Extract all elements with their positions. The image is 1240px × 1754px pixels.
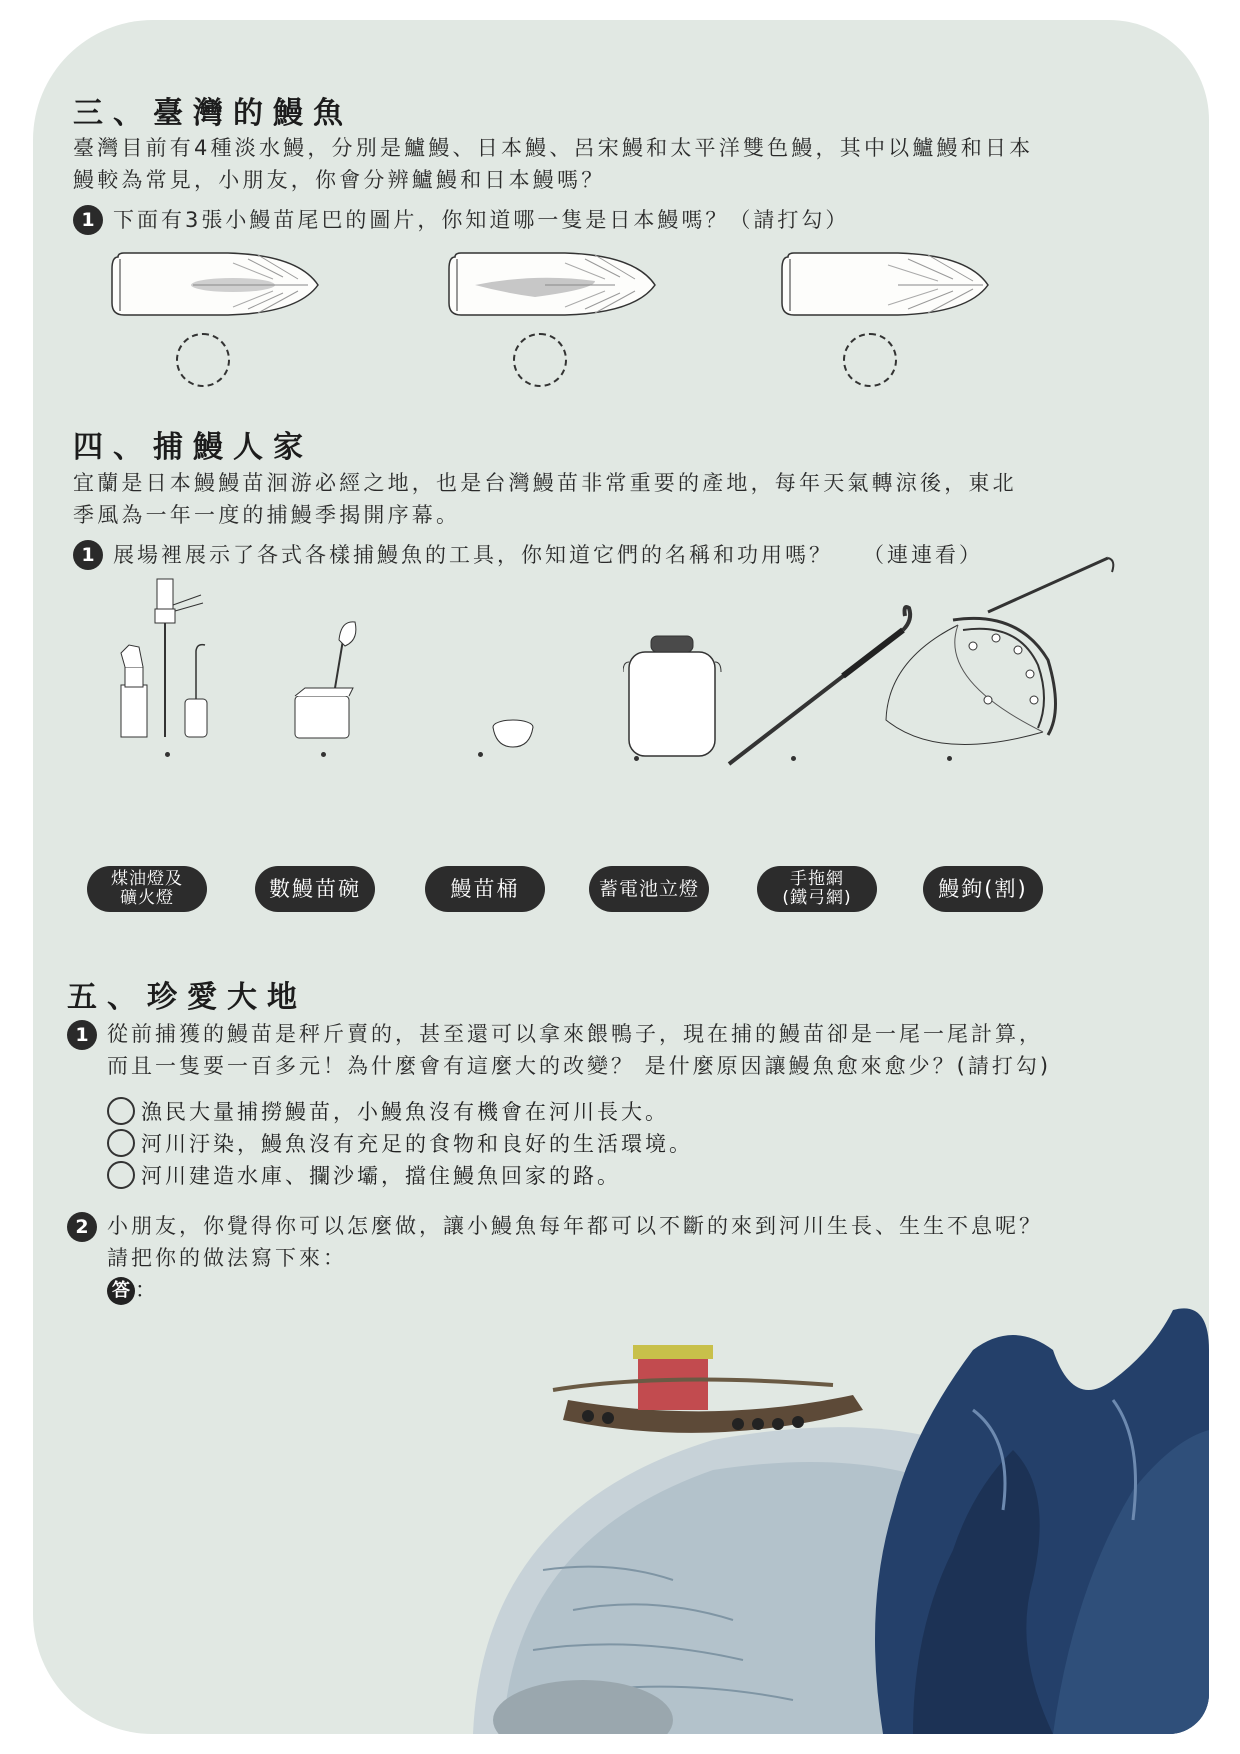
tool-label-hand-net[interactable] [757, 866, 877, 912]
connect-dot-tool-2[interactable] [321, 752, 326, 757]
option-checkbox-3[interactable] [107, 1161, 135, 1189]
section3-intro-line2: 鰻較為常見，小朋友，你會分辨鱸鰻和日本鰻嗎？ [73, 168, 606, 192]
tool-label-eel-bucket-text: 鰻苗桶 [450, 877, 520, 901]
answer-checkbox-tail-3[interactable] [843, 333, 897, 387]
answer-colon: ： [135, 1278, 156, 1302]
tool-label-hand-net-line1: 手拖網 [789, 869, 844, 889]
tool-label-kerosene-lamp-line1: 煤油燈及 [111, 869, 183, 889]
section5-q2 [107, 1210, 1197, 1274]
kerosene-lamp-image [113, 575, 233, 760]
tool-label-battery-lamp-text: 蓄電池立燈 [598, 877, 699, 900]
option-row-3[interactable] [107, 1159, 621, 1191]
option-checkbox-1[interactable] [107, 1097, 135, 1125]
eel-tail-image-2 [445, 245, 660, 325]
connect-dot-tool-5[interactable] [791, 756, 796, 761]
section4-q1-text: 展場裡展示了各式各樣捕鰻魚的工具，你知道它們的名稱和功用嗎？ [113, 543, 833, 567]
section4-q1-number: 1 [73, 540, 103, 570]
tool-label-kerosene-lamp[interactable] [87, 866, 207, 912]
worksheet-card [33, 20, 1209, 1734]
answer-checkbox-tail-1[interactable] [176, 333, 230, 387]
tool-label-counting-bowl-text: 數鰻苗碗 [269, 877, 361, 901]
answer-checkbox-tail-2[interactable] [513, 333, 567, 387]
tool-label-eel-bucket[interactable] [425, 866, 545, 912]
section5-q1-number: 1 [67, 1020, 97, 1050]
battery-lamp-image [283, 610, 393, 760]
section5-q2-number: 2 [67, 1212, 97, 1242]
eel-tail-image-3 [778, 245, 993, 325]
tool-label-kerosene-lamp-line2: 礦火燈 [120, 888, 174, 908]
section4-intro-line2: 季風為一年一度的捕鰻季揭開序幕。 [73, 503, 461, 527]
connect-dot-tool-3[interactable] [478, 752, 483, 757]
section5-q1-line2: 而且一隻要一百多元！為什麼會有這麼大的改變？ 是什麼原因讓鰻魚愈來愈少？(請打勾) [107, 1054, 1052, 1078]
option-text-2: 河川汙染，鰻魚沒有充足的食物和良好的生活環境。 [141, 1132, 693, 1156]
connect-dot-tool-6[interactable] [947, 756, 952, 761]
option-row-1[interactable] [107, 1095, 669, 1127]
connect-dot-tool-1[interactable] [165, 752, 170, 757]
tool-label-eel-hook[interactable] [923, 866, 1043, 912]
section3-q1-text: 下面有3張小鰻苗尾巴的圖片，你知道哪一隻是日本鰻嗎？（請打勾） [113, 208, 850, 232]
tool-label-battery-lamp[interactable] [589, 866, 709, 912]
section4-intro [73, 467, 1183, 531]
section5-q1 [107, 1018, 1197, 1082]
tool-label-hand-net-line2: (鐵弓網) [782, 888, 852, 908]
answer-badge: 答 [107, 1277, 135, 1305]
hand-net-image [878, 550, 1118, 765]
section5-q2-line2: 請把你的做法寫下來： [107, 1246, 347, 1270]
section3-intro-line1: 臺灣目前有4種淡水鰻，分別是鱸鰻、日本鰻、呂宋鰻和太平洋雙色鰻，其中以鱸鰻和日本 [73, 136, 1034, 160]
section4-title: 四、捕鰻人家 [73, 430, 313, 465]
watercolor-boat-illustration [413, 1290, 1209, 1734]
section5-q2-line1: 小朋友，你覺得你可以怎麼做，讓小鰻魚每年都可以不斷的來到河川生長、生生不息呢？ [107, 1214, 1043, 1238]
section5-title: 五、珍愛大地 [67, 980, 307, 1015]
eel-bucket-image [623, 632, 723, 762]
section3-intro [73, 132, 1183, 196]
counting-bowl-image [488, 715, 538, 755]
answer-area[interactable] [107, 1274, 156, 1305]
section4-q1-hint: （連連看） [863, 543, 983, 567]
option-checkbox-2[interactable] [107, 1129, 135, 1157]
section5-q1-line1: 從前捕獲的鰻苗是秤斤賣的，甚至還可以拿來餵鴨子，現在捕的鰻苗卻是一尾一尾計算， [107, 1022, 1043, 1046]
eel-tail-image-1 [108, 245, 323, 325]
tool-label-counting-bowl[interactable] [255, 866, 375, 912]
section3-q1-number: 1 [73, 205, 103, 235]
tool-label-eel-hook-text: 鰻鉤(割) [938, 877, 1028, 901]
option-text-3: 河川建造水庫、攔沙壩，擋住鰻魚回家的路。 [141, 1164, 621, 1188]
option-text-1: 漁民大量捕撈鰻苗，小鰻魚沒有機會在河川長大。 [141, 1100, 669, 1124]
section4-intro-line1: 宜蘭是日本鰻鰻苗洄游必經之地，也是台灣鰻苗非常重要的產地，每年天氣轉涼後，東北 [73, 471, 1017, 495]
section3-title: 三、臺灣的鰻魚 [73, 96, 353, 131]
connect-dot-tool-4[interactable] [634, 756, 639, 761]
option-row-2[interactable] [107, 1127, 693, 1159]
